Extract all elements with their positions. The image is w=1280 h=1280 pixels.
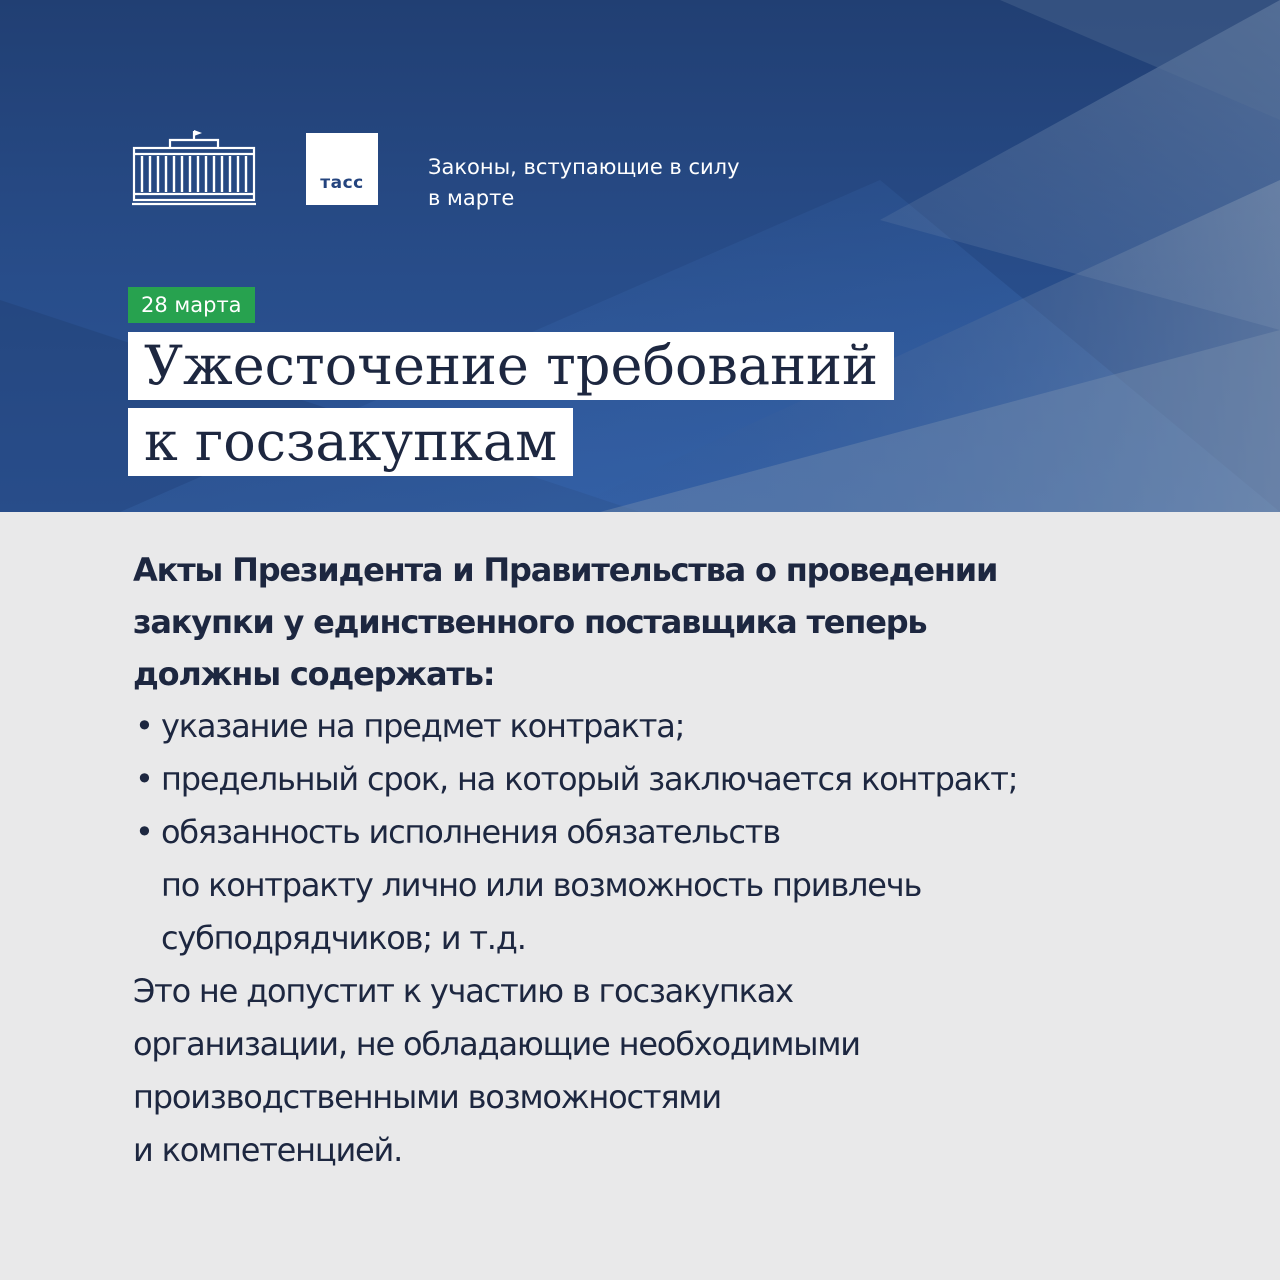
tass-logo: [306, 133, 378, 205]
list-item-text: предельный срок, на который заключается контракт;: [161, 760, 1018, 798]
title-line-2: к госзакупкам: [128, 408, 573, 476]
lead-line-3: должны содержать:: [133, 655, 495, 693]
requirements-list: [133, 700, 1233, 965]
list-item: [133, 806, 1233, 965]
header-caption-line-2: в марте: [428, 186, 515, 210]
closing-line-3: производственными возможностями: [133, 1078, 721, 1116]
bullet-marker: •: [135, 760, 153, 798]
date-badge: 28 марта: [128, 287, 255, 323]
closing-paragraph: [133, 965, 1233, 1177]
bullet-marker: •: [135, 707, 153, 745]
list-item: [133, 700, 1233, 753]
header-banner: [0, 0, 1280, 512]
header-caption-line-1: Законы, вступающие в силу: [428, 155, 740, 179]
list-item-text: обязанность исполнения обязательств по контракту лично или возможность привлечь субподрядчиков; и т.д.: [161, 813, 922, 957]
lead-line-2: закупки у единственного поставщика теперь: [133, 603, 927, 641]
header-caption: [428, 152, 848, 214]
body-text: [133, 544, 1233, 1177]
tass-logo-text: тасс: [320, 173, 364, 193]
lead-paragraph: [133, 544, 1233, 700]
lead-line-1: Акты Президента и Правительства о проведении: [133, 551, 998, 589]
list-item-text: указание на предмет контракта;: [161, 707, 685, 745]
list-item: [133, 753, 1233, 806]
bullet-marker: •: [135, 813, 153, 851]
title-line-1: Ужесточение требований: [128, 332, 894, 400]
state-duma-building-icon: [132, 128, 256, 206]
closing-line-4: и компетенцией.: [133, 1131, 403, 1169]
closing-line-1: Это не допустит к участию в госзакупках: [133, 972, 793, 1010]
closing-line-2: организации, не обладающие необходимыми: [133, 1025, 860, 1063]
